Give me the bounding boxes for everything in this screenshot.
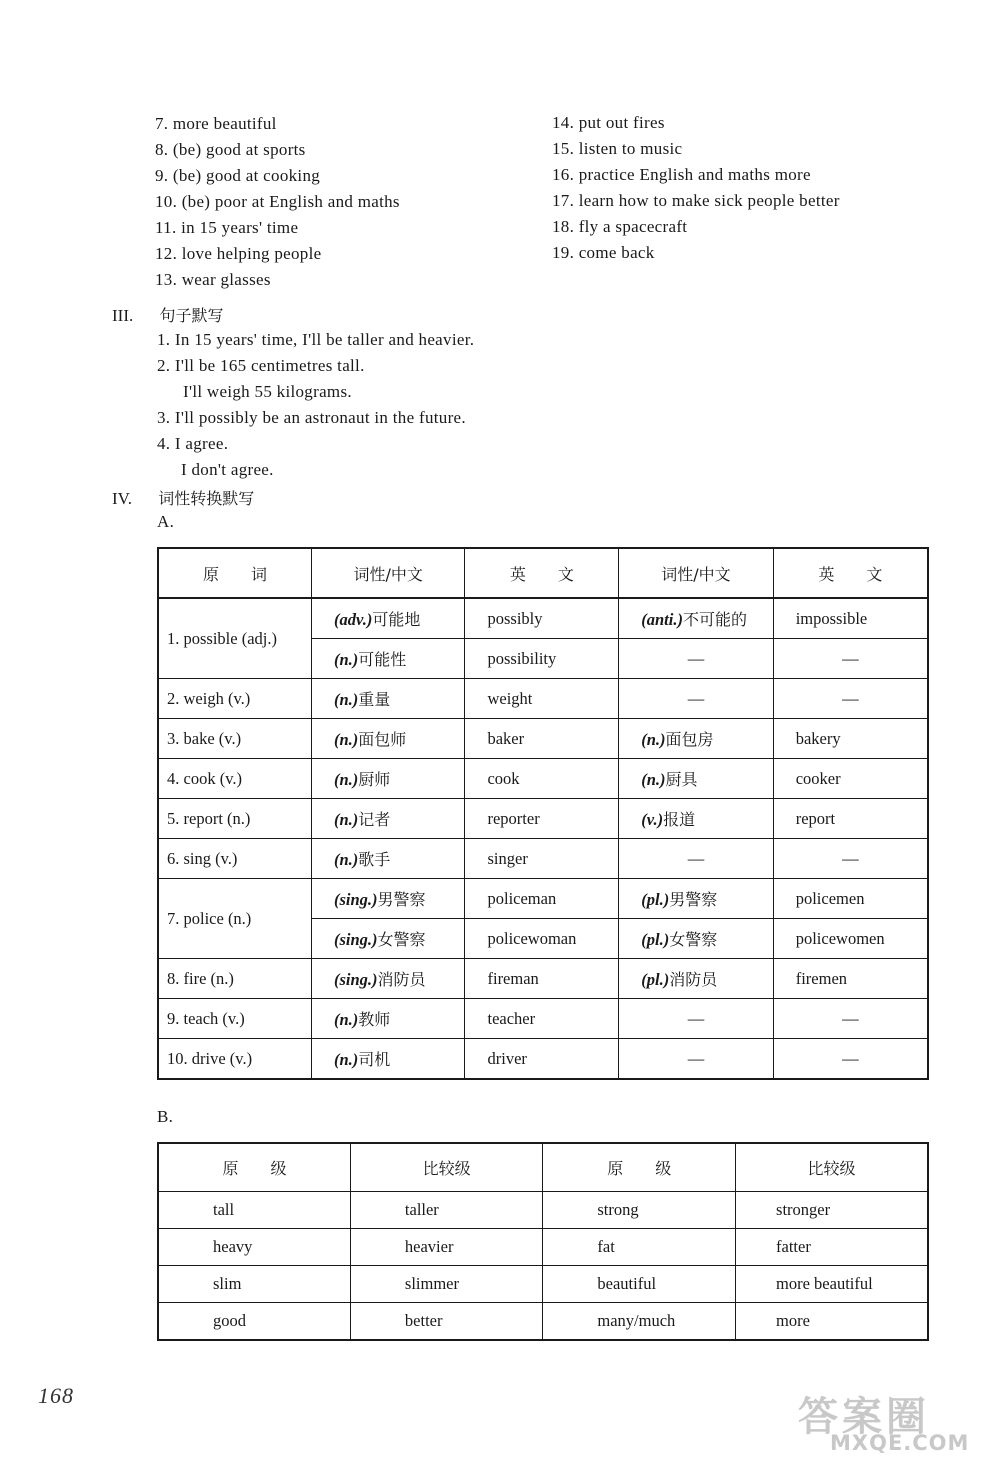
table-header-row [158, 548, 928, 598]
english-cell: policewomen [773, 919, 928, 959]
phrase-item: 18. fly a spacecraft [552, 217, 688, 236]
original-word-cell: 3. bake (v.) [158, 719, 311, 759]
comparative-cell: taller [350, 1192, 542, 1229]
comparative-cell: more [736, 1303, 928, 1341]
phrase-item: 16. practice English and maths more [552, 165, 811, 184]
pos-cell [311, 959, 465, 999]
pos-cell [311, 1039, 465, 1080]
pos-cell [619, 959, 773, 999]
header-pos-chinese: 词性/中文 [311, 548, 465, 598]
chinese-meaning: 记者 [358, 810, 391, 829]
section-4-heading [112, 486, 254, 509]
header-pos-chinese: 词性/中文 [619, 548, 773, 598]
chinese-meaning: 可能地 [372, 610, 421, 629]
english-cell: fireman [465, 959, 619, 999]
section-4-title: 词性转换默写 [158, 489, 255, 508]
header-comparative: 比较级 [736, 1143, 928, 1192]
pos-label: (v.) [641, 810, 664, 829]
empty-dash-cell: — [619, 639, 773, 679]
pos-cell [311, 999, 465, 1039]
english-cell: baker [465, 719, 619, 759]
table-row [158, 1303, 928, 1341]
table-row [158, 839, 928, 879]
phrase-item: 14. put out fires [552, 113, 665, 132]
chinese-meaning: 不可能的 [682, 610, 747, 629]
empty-dash-cell: — [773, 1039, 928, 1080]
part-a-label: A. [157, 512, 175, 531]
chinese-meaning: 重量 [358, 690, 391, 709]
english-cell: policemen [773, 879, 928, 919]
section-3-numeral: III. [112, 306, 134, 325]
base-form-cell: fat [543, 1229, 736, 1266]
table-row [158, 1192, 928, 1229]
pos-cell [311, 919, 465, 959]
watermark-logo [790, 1385, 990, 1455]
base-form-cell: beautiful [543, 1266, 736, 1303]
phrase-item: 7. more beautiful [155, 114, 277, 133]
sentence-line: 2. I'll be 165 centimetres tall. [157, 356, 365, 375]
sentence-line: 4. I agree. [157, 434, 229, 453]
english-cell: cooker [773, 759, 928, 799]
word-form-table [157, 547, 929, 1080]
header-base-form: 原 级 [543, 1143, 736, 1192]
original-word-cell: 1. possible (adj.) [158, 598, 311, 679]
english-cell: report [773, 799, 928, 839]
pos-cell [311, 639, 465, 679]
pos-label: (sing.) [333, 890, 378, 909]
sentence-line: 1. In 15 years' time, I'll be taller and heavier. [157, 330, 475, 349]
empty-dash-cell: — [773, 839, 928, 879]
comparative-cell: stronger [736, 1192, 928, 1229]
empty-dash-cell: — [619, 1039, 773, 1080]
table-row [158, 1039, 928, 1080]
pos-cell [311, 598, 465, 639]
pos-cell [311, 799, 465, 839]
original-word-cell: 8. fire (n.) [158, 959, 311, 999]
watermark-text: 答案圈 [798, 1394, 930, 1440]
comparative-cell: better [350, 1303, 542, 1341]
pos-label: (n.) [333, 810, 359, 829]
pos-label: (sing.) [333, 930, 378, 949]
chinese-meaning: 男警察 [377, 890, 426, 909]
english-cell: cook [465, 759, 619, 799]
original-word-cell: 7. police (n.) [158, 879, 311, 959]
phrase-item: 19. come back [552, 243, 655, 262]
sentence-line: I'll weigh 55 kilograms. [183, 382, 352, 401]
chinese-meaning: 歌手 [358, 850, 391, 869]
english-cell: possibility [465, 639, 619, 679]
pos-label: (n.) [333, 1010, 359, 1029]
empty-dash-cell: — [773, 679, 928, 719]
chinese-meaning: 女警察 [377, 930, 426, 949]
section-4-numeral: IV. [112, 489, 132, 508]
chinese-meaning: 消防员 [377, 970, 426, 989]
sentence-line: 3. I'll possibly be an astronaut in the future. [157, 408, 466, 427]
empty-dash-cell: — [619, 679, 773, 719]
comparative-cell: slimmer [350, 1266, 542, 1303]
pos-label: (pl.) [641, 930, 670, 949]
english-cell: reporter [465, 799, 619, 839]
pos-label: (anti.) [641, 610, 683, 629]
part-b-label: B. [157, 1107, 174, 1126]
table-row [158, 759, 928, 799]
chinese-meaning: 厨具 [665, 770, 698, 789]
phrase-item: 12. love helping people [155, 244, 322, 263]
phrase-item: 15. listen to music [552, 139, 683, 158]
pos-label: (n.) [333, 690, 359, 709]
comparative-table [157, 1142, 929, 1341]
english-cell: driver [465, 1039, 619, 1080]
chinese-meaning: 司机 [358, 1050, 391, 1069]
base-form-cell: good [158, 1303, 350, 1341]
pos-label: (n.) [333, 730, 359, 749]
english-cell: bakery [773, 719, 928, 759]
pos-cell [619, 759, 773, 799]
pos-label: (n.) [333, 770, 359, 789]
original-word-cell: 2. weigh (v.) [158, 679, 311, 719]
empty-dash-cell: — [773, 999, 928, 1039]
table-row [158, 999, 928, 1039]
pos-cell [311, 879, 465, 919]
phrase-item: 10. (be) poor at English and maths [155, 192, 400, 211]
english-cell: weight [465, 679, 619, 719]
table-row [158, 959, 928, 999]
english-cell: teacher [465, 999, 619, 1039]
english-cell: possibly [465, 598, 619, 639]
base-form-cell: heavy [158, 1229, 350, 1266]
table-row [158, 879, 928, 919]
table-row [158, 1266, 928, 1303]
chinese-meaning: 厨师 [358, 770, 391, 789]
header-base-form: 原 级 [158, 1143, 350, 1192]
comparative-cell: more beautiful [736, 1266, 928, 1303]
header-original-word: 原 词 [158, 548, 311, 598]
header-english: 英 文 [465, 548, 619, 598]
pos-label: (n.) [333, 650, 359, 669]
english-cell: firemen [773, 959, 928, 999]
empty-dash-cell: — [773, 639, 928, 679]
phrase-item: 9. (be) good at cooking [155, 166, 321, 185]
chinese-meaning: 消防员 [669, 970, 718, 989]
chinese-meaning: 面包师 [358, 730, 407, 749]
pos-cell [311, 839, 465, 879]
table-header-row [158, 1143, 928, 1192]
header-comparative: 比较级 [350, 1143, 542, 1192]
chinese-meaning: 教师 [358, 1010, 391, 1029]
pos-label: (sing.) [333, 970, 378, 989]
phrase-item: 13. wear glasses [155, 270, 271, 289]
pos-cell [619, 879, 773, 919]
english-cell: impossible [773, 598, 928, 639]
comparative-cell: heavier [350, 1229, 542, 1266]
pos-cell [311, 679, 465, 719]
phrase-item: 17. learn how to make sick people better [552, 191, 840, 210]
table-row [158, 719, 928, 759]
pos-cell [311, 759, 465, 799]
chinese-meaning: 面包房 [665, 730, 714, 749]
base-form-cell: tall [158, 1192, 350, 1229]
chinese-meaning: 女警察 [669, 930, 718, 949]
header-english: 英 文 [773, 548, 928, 598]
table-row [158, 598, 928, 639]
pos-cell [311, 719, 465, 759]
comparative-cell: fatter [736, 1229, 928, 1266]
table-row [158, 799, 928, 839]
pos-cell [619, 719, 773, 759]
pos-label: (adv.) [333, 610, 373, 629]
original-word-cell: 5. report (n.) [158, 799, 311, 839]
english-cell: policeman [465, 879, 619, 919]
pos-cell [619, 919, 773, 959]
original-word-cell: 4. cook (v.) [158, 759, 311, 799]
chinese-meaning: 报道 [663, 810, 696, 829]
phrase-item: 8. (be) good at sports [155, 140, 306, 159]
base-form-cell: strong [543, 1192, 736, 1229]
phrase-item: 11. in 15 years' time [155, 218, 299, 237]
section-3-title: 句子默写 [159, 306, 224, 325]
section-3-heading [112, 303, 224, 326]
original-word-cell: 9. teach (v.) [158, 999, 311, 1039]
original-word-cell: 10. drive (v.) [158, 1039, 311, 1080]
watermark-url: MXQE.COM [830, 1431, 970, 1455]
pos-label: (n.) [641, 770, 666, 789]
pos-label: (n.) [333, 1050, 359, 1069]
base-form-cell: slim [158, 1266, 350, 1303]
table-row [158, 1229, 928, 1266]
empty-dash-cell: — [619, 839, 773, 879]
pos-cell [619, 799, 773, 839]
english-cell: singer [465, 839, 619, 879]
pos-label: (pl.) [641, 970, 670, 989]
chinese-meaning: 可能性 [358, 650, 407, 669]
base-form-cell: many/much [543, 1303, 736, 1341]
pos-label: (n.) [641, 730, 666, 749]
table-row [158, 679, 928, 719]
original-word-cell: 6. sing (v.) [158, 839, 311, 879]
page-number: 168 [38, 1383, 74, 1408]
pos-cell [619, 598, 773, 639]
sentence-line: I don't agree. [181, 460, 274, 479]
english-cell: policewoman [465, 919, 619, 959]
empty-dash-cell: — [619, 999, 773, 1039]
pos-label: (pl.) [641, 890, 670, 909]
pos-label: (n.) [333, 850, 359, 869]
chinese-meaning: 男警察 [669, 890, 718, 909]
